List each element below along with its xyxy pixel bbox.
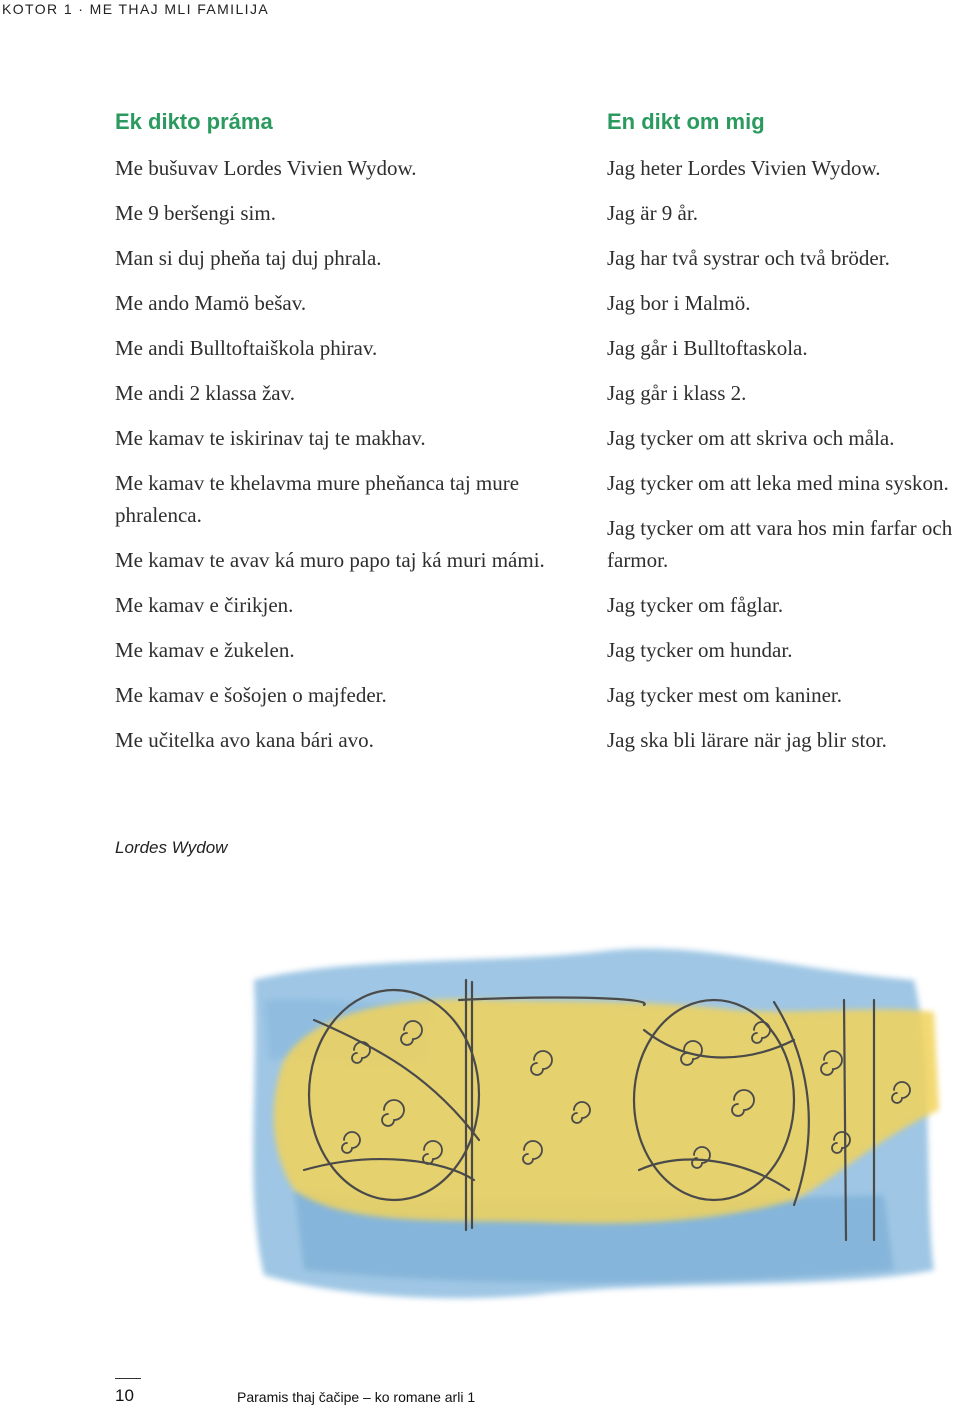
poem-line: Jag tycker om hundar. (607, 638, 793, 662)
poem-line: Me učitelka avo kana bári avo. (115, 728, 374, 752)
poem-lines-swedish (607, 152, 960, 756)
poem-line: Me bušuvav Lordes Vivien Wydow. (115, 156, 417, 180)
poem-line: Me kamav te iskirinav taj te makhav. (115, 426, 426, 450)
poem-line: Jag tycker om att leka med mina syskon. (607, 471, 949, 495)
poem-line: Jag ska bli lärare när jag blir stor. (607, 728, 887, 752)
poem-line: Me ando Mamö bešav. (115, 291, 307, 315)
book-title: Paramis thaj čačipe – ko romane arli 1 (237, 1389, 476, 1405)
poem-line: Me kamav e žukelen. (115, 638, 295, 662)
poem-title-swedish: En dikt om mig (607, 109, 765, 134)
poem-line: Jag tycker om fåglar. (607, 593, 784, 617)
poem-line: Jag bor i Malmö. (607, 291, 751, 315)
page-number: 10 (115, 1386, 134, 1405)
poem-line: Jag går i Bulltoftaskola. (607, 336, 808, 360)
poem-line: Jag är 9 år. (607, 201, 698, 225)
poem-line: Me andi 2 klassa žav. (115, 381, 295, 405)
poem-swedish (607, 108, 960, 769)
watercolor-drawing-icon (234, 940, 960, 1320)
poem-title-romani: Ek dikto práma (115, 109, 273, 134)
poem-line: Me kamav e šošojen o majfeder. (115, 683, 387, 707)
author-signature: Lordes Wydow (115, 838, 228, 857)
poem-line: Jag tycker om att vara hos min farfar och farmor. (607, 516, 953, 572)
poem-line: Me kamav te avav ká muro papo taj ká muri mámi. (115, 548, 545, 572)
poem-line: Man si duj pheňa taj duj phrala. (115, 246, 382, 270)
poem-line: Jag tycker mest om kaniner. (607, 683, 843, 707)
running-head: KOTOR 1 · ME THAJ MLI FAMILIJA (2, 1, 270, 17)
poem-line: Me kamav e čirikjen. (115, 593, 294, 617)
poem-line: Me kamav te khelavma mure pheňanca taj mure phralenca. (115, 471, 520, 527)
poem-line: Jag tycker om att skriva och måla. (607, 426, 895, 450)
poem-line: Jag har två systrar och två bröder. (607, 246, 890, 270)
poem-line: Me andi Bulltoftaiškola phirav. (115, 336, 378, 360)
footer-rule (115, 1378, 141, 1379)
poem-romani (115, 108, 555, 769)
poem-line: Jag heter Lordes Vivien Wydow. (607, 156, 881, 180)
poem-line: Jag går i klass 2. (607, 381, 747, 405)
poem-line: Me 9 beršengi sim. (115, 201, 276, 225)
poem-lines-romani (115, 152, 555, 756)
